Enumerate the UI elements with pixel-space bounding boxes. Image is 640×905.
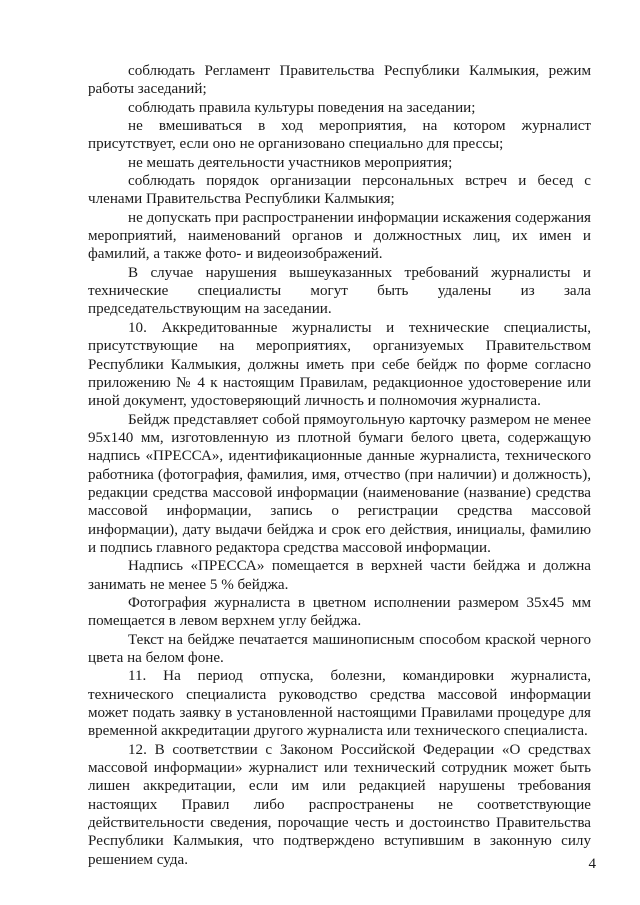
- paragraph: соблюдать порядок организации персональных встреч и бесед с членами Правительства Республики Калмыкия;: [88, 173, 591, 208]
- paragraph: Надпись «ПРЕССА» помещается в верхней части бейджа и должна занимать не менее 5 % бейджа.: [88, 558, 591, 593]
- paragraph: В случае нарушения вышеуказанных требований журналисты и технические специалисты могут быть удалены из зала председательствующим на заседании.: [88, 264, 591, 318]
- paragraph: соблюдать Регламент Правительства Республики Калмыкия, режим работы заседаний;: [88, 63, 591, 98]
- paragraph: соблюдать правила культуры поведения на заседании;: [128, 99, 476, 116]
- paragraph: не допускать при распространении информации искажения содержания мероприятий, наименований органов и должностных лиц, их имен и фамилий, а также фото- и видеоизображений.: [88, 209, 591, 263]
- paragraph: 11. На период отпуска, болезни, командировки журналиста, технического специалиста руководство средства массовой информации может подать заявку в установленной настоящими Правилами процедуре для временной аккредитации другого журналиста или технического специалиста.: [88, 668, 591, 740]
- document-body: [88, 62, 591, 869]
- paragraph: 10. Аккредитованные журналисты и технические специалисты, присутствующие на мероприятиях, организуемых Правительством Республики Калмыкия, должны иметь при себе бейдж по форме согласно приложению № 4 к настоящим Правилам, редакционное удостоверение или иной документ, удостоверяющий личность и полномочия журналиста.: [88, 319, 591, 410]
- page-number: 4: [588, 856, 596, 872]
- paragraph: не вмешиваться в ход мероприятия, на котором журналист присутствует, если оно не организовано специально для прессы;: [88, 118, 591, 153]
- paragraph: Текст на бейдже печатается машинописным способом краской черного цвета на белом фоне.: [88, 631, 591, 666]
- paragraph: Фотография журналиста в цветном исполнении размером 35х45 мм помещается в левом верхнем углу бейджа.: [88, 594, 591, 630]
- paragraph: Бейдж представляет собой прямоугольную карточку размером не менее 95х140 мм, изготовленную из плотной бумаги белого цвета, содержащую надпись «ПРЕССА», идентификационные данные журналиста, технического работника (фотография, фамилия, имя, отчество (при наличии) и должность), редакции средства массовой информации (наименование (название) средства массовой информации, запись о регистрации средства массовой информации), дату выдачи бейджа и срок его действия, инициалы, фамилию и подпись главного редактора средства массовой информации.: [88, 411, 591, 556]
- paragraph: 12. В соответствии с Законом Российской Федерации «О средствах массовой информации» журналист или технический сотрудник может быть лишен аккредитации, если им или редакцией нарушены требования настоящих Правил либо распространены не соответствующие действительности сведения, порочащие честь и достоинство Правительства Республики Калмыкия, что подтверждено вступившим в законную силу решением суда.: [88, 741, 591, 868]
- paragraph: не мешать деятельности участников мероприятия;: [128, 154, 453, 171]
